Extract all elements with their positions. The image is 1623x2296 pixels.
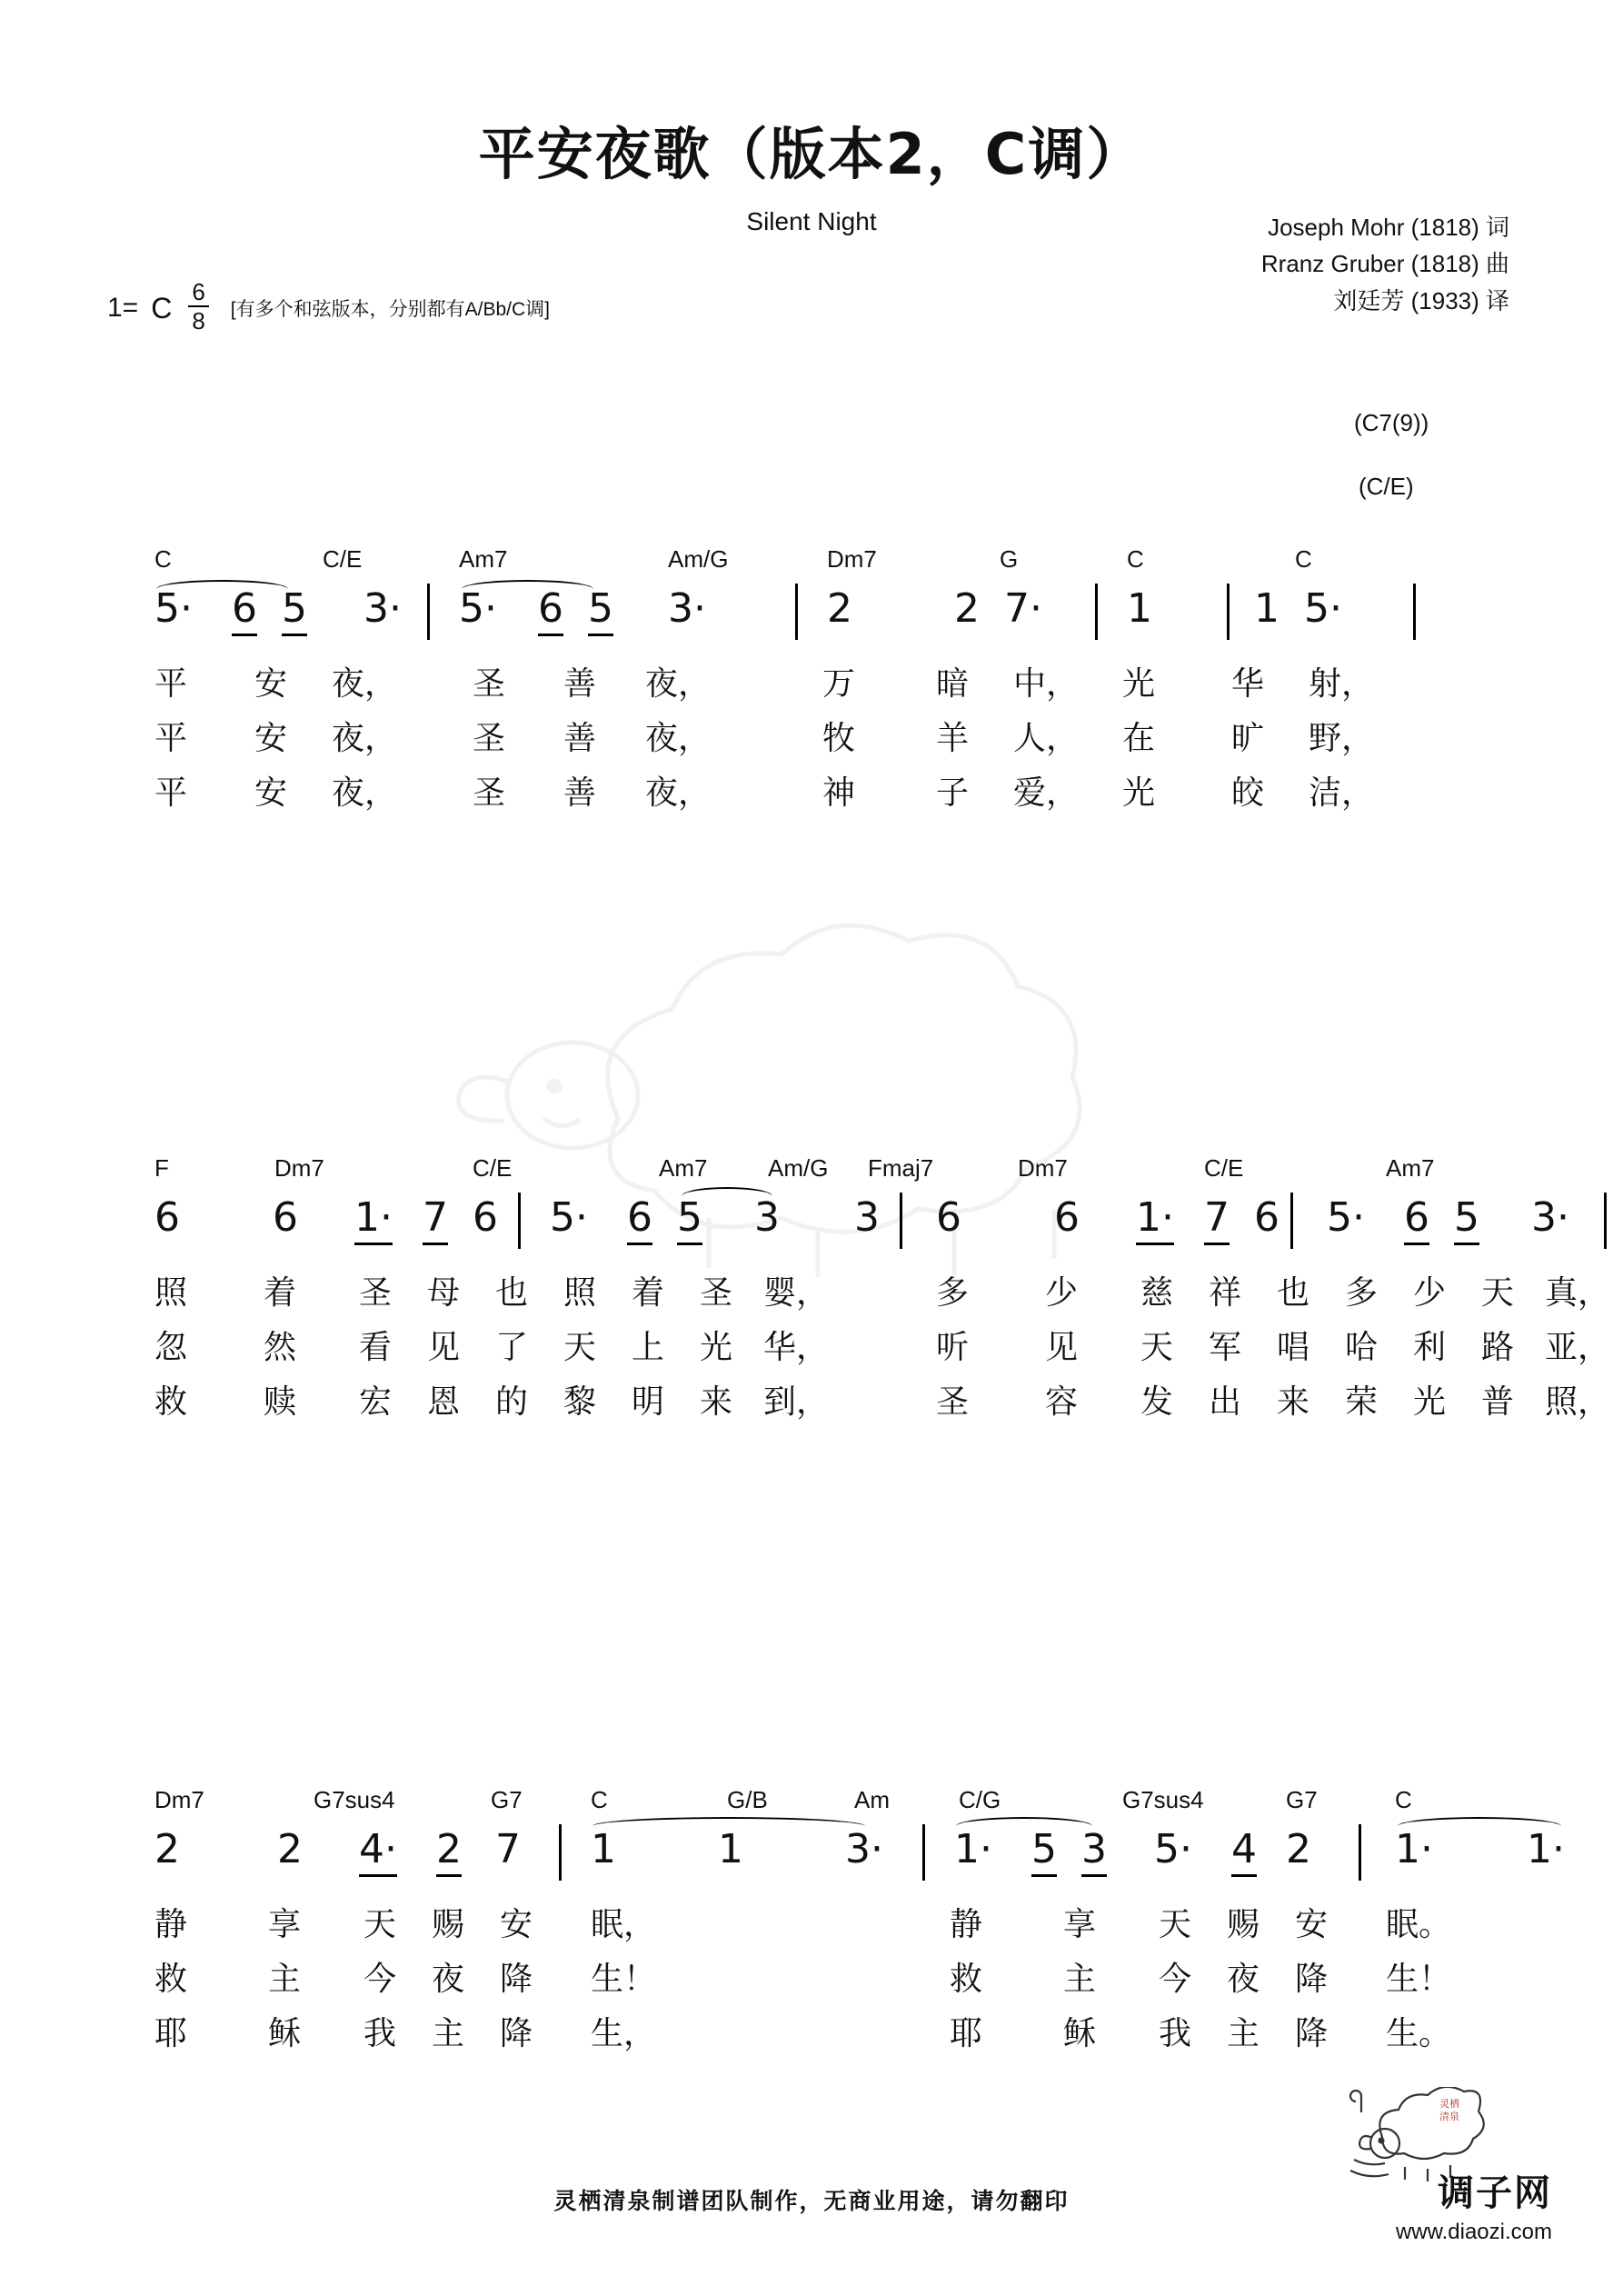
lyric: 出 [1209, 1383, 1242, 1421]
note: 7 [1204, 1194, 1230, 1245]
lyric-row-3-verse-1 [136, 1899, 1499, 1953]
lyric-row-3-verse-2 [136, 1953, 1499, 2008]
lyric: 耶 [154, 2015, 188, 2052]
lyric: 享 [1063, 1906, 1097, 1943]
lyric: 圣 [473, 720, 506, 757]
key-value: C [151, 291, 173, 324]
lyric-row-2-verse-2 [136, 1322, 1611, 1376]
svg-text:灵栖: 灵栖 [1439, 2098, 1459, 2110]
lyric: 救 [950, 1961, 983, 1998]
lyric: 善 [563, 774, 597, 812]
note-row-2 [136, 1187, 1569, 1267]
note: 1 [718, 1826, 743, 1872]
lyric: 善 [563, 665, 597, 703]
barline [795, 584, 798, 640]
lyric: 天 [1140, 1329, 1174, 1366]
key-signature-block [107, 278, 550, 334]
site-name: 调子网 [1438, 2171, 1552, 2214]
lyric: 到， [763, 1383, 830, 1421]
lyric: 圣 [359, 1274, 393, 1312]
lyric: 发 [1140, 1383, 1174, 1421]
lyric: 天 [363, 1906, 397, 1943]
credit-lyricist: Joseph Mohr (1818) 词 [1268, 214, 1509, 241]
lyric: 夜， [645, 774, 712, 812]
chord: G7 [1286, 1786, 1318, 1813]
site-branding [1396, 2164, 1552, 2245]
note: 3· [668, 585, 706, 632]
lyric: 今 [1159, 1961, 1192, 1998]
lyric: 安 [254, 720, 288, 757]
chord: Am7 [1386, 1154, 1435, 1182]
barline [518, 1193, 521, 1249]
lyric: 降 [500, 1961, 533, 1998]
lyric: 看 [359, 1329, 393, 1366]
lyric: 夜， [332, 665, 398, 703]
lyric: 夜， [645, 665, 712, 703]
music-system-3 [136, 1786, 1565, 2062]
note: 2 [1286, 1826, 1311, 1872]
lyric: 的 [495, 1383, 529, 1421]
lyric: 夜 [1227, 1961, 1260, 1998]
lyric: 人， [1013, 720, 1080, 757]
lyric: 光 [1413, 1383, 1447, 1421]
note: 7 [423, 1194, 448, 1245]
chord: Fmaj7 [868, 1154, 934, 1182]
time-signature-denominator: 8 [192, 307, 205, 334]
lyric: 黎 [563, 1383, 597, 1421]
lyric: 主 [1063, 1961, 1097, 1998]
note: 5· [1327, 1194, 1365, 1241]
time-signature [188, 280, 208, 333]
note: 5 [1454, 1194, 1479, 1245]
chord: Am7 [659, 1154, 708, 1182]
lyric: 天 [1481, 1274, 1515, 1312]
lyric: 荣 [1345, 1383, 1379, 1421]
lyric: 然 [264, 1329, 297, 1366]
lyric: 容 [1045, 1383, 1079, 1421]
lyric: 平 [154, 720, 188, 757]
lyric: 爱， [1013, 774, 1080, 812]
key-prefix: 1= [107, 293, 139, 323]
lyric: 子 [936, 774, 970, 812]
barline [1227, 584, 1230, 640]
chord: Dm7 [827, 545, 877, 573]
note: 2 [154, 1826, 180, 1872]
note: 6 [1404, 1194, 1429, 1245]
note: 7· [1004, 585, 1042, 632]
lyric: 我 [1159, 2015, 1192, 2052]
chord: C [154, 545, 172, 573]
barline [1290, 1193, 1293, 1249]
lyric: 皎 [1231, 774, 1265, 812]
lyric: 主 [432, 2015, 465, 2052]
lyric: 祥 [1209, 1274, 1242, 1312]
lyric: 明 [632, 1383, 665, 1421]
chord: G7sus4 [1122, 1786, 1204, 1813]
lyric: 生。 [1386, 2015, 1452, 2052]
lyric: 夜， [645, 720, 712, 757]
note: 2 [827, 585, 852, 632]
lyric: 夜， [332, 720, 398, 757]
lyric: 也 [1277, 1274, 1310, 1312]
chord: G7sus4 [314, 1786, 395, 1813]
lyric: 降 [500, 2015, 533, 2052]
chord-row-1 [136, 545, 1499, 578]
lyric-row-2-verse-3 [136, 1376, 1611, 1431]
lyric: 洁， [1309, 774, 1375, 812]
barline [1359, 1824, 1361, 1881]
barline [900, 1193, 902, 1249]
barline [559, 1824, 562, 1881]
lyric: 静 [950, 1906, 983, 1943]
note: 5· [1304, 585, 1342, 632]
chord: G [1000, 545, 1019, 573]
lyric: 光 [1122, 774, 1156, 812]
note: 5 [677, 1194, 702, 1245]
lyric: 宏 [359, 1383, 393, 1421]
lyric: 夜 [432, 1961, 465, 1998]
time-signature-numerator: 6 [188, 280, 208, 307]
music-system-1 [136, 545, 1499, 822]
note: 6 [936, 1194, 961, 1241]
lyric: 华 [1231, 665, 1265, 703]
barline [1604, 1193, 1607, 1249]
lyric: 赐 [1227, 1906, 1260, 1943]
lyric: 生！ [591, 1961, 657, 1998]
lyric: 利 [1413, 1329, 1447, 1366]
lyric: 眠， [591, 1906, 657, 1943]
lyric: 光 [700, 1329, 733, 1366]
chord: C/G [959, 1786, 1001, 1813]
lyric: 野， [1309, 720, 1375, 757]
note: 1· [1527, 1826, 1565, 1872]
site-url: www.diaozi.com [1395, 2220, 1552, 2244]
note: 3· [1531, 1194, 1569, 1241]
lyric: 圣 [473, 665, 506, 703]
note: 3 [854, 1194, 880, 1241]
chord: Am/G [768, 1154, 829, 1182]
footer-copyright-note: 灵栖清泉制谱团队制作，无商业用途，请勿翻印 [553, 2188, 1070, 2214]
lyric: 静 [154, 1906, 188, 1943]
chord: Dm7 [1018, 1154, 1068, 1182]
lyric: 安 [254, 665, 288, 703]
lyric: 天 [1159, 1906, 1192, 1943]
note: 5 [588, 585, 613, 636]
chord: C [1295, 545, 1312, 573]
note: 1 [1254, 585, 1279, 632]
note: 6 [538, 585, 563, 636]
page-title: 平安夜歌（版本2，C调） [478, 121, 1145, 187]
lyric: 听 [936, 1329, 970, 1366]
chord: Dm7 [274, 1154, 324, 1182]
note: 3· [363, 585, 402, 632]
lyric: 旷 [1231, 720, 1265, 757]
lyric: 耶 [950, 2015, 983, 2052]
lyric: 见 [427, 1329, 461, 1366]
lyric: 天 [563, 1329, 597, 1366]
lyric: 夜， [332, 774, 398, 812]
note: 1· [954, 1826, 992, 1872]
lyric: 亚， [1545, 1329, 1611, 1366]
lyric: 见 [1045, 1329, 1079, 1366]
lyric: 平 [154, 774, 188, 812]
note: 2 [277, 1826, 303, 1872]
note: 6 [473, 1194, 498, 1241]
lyric: 射， [1309, 665, 1375, 703]
note: 2 [954, 585, 980, 632]
barline [1413, 584, 1416, 640]
lyric: 牧 [822, 720, 856, 757]
barline [427, 584, 430, 640]
lyric: 我 [363, 2015, 397, 2052]
chord-row-3 [136, 1786, 1499, 1819]
note: 3 [754, 1194, 780, 1241]
lyric: 忽 [154, 1329, 188, 1366]
lyric-row-1-verse-2 [136, 713, 1499, 767]
lyric: 少 [1045, 1274, 1079, 1312]
lyric: 多 [936, 1274, 970, 1312]
chord-row-2 [136, 1154, 1499, 1187]
note: 1 [1127, 585, 1152, 632]
lyric: 也 [495, 1274, 529, 1312]
note: 6 [154, 1194, 180, 1241]
lyric: 着 [264, 1274, 297, 1312]
lyric: 赎 [264, 1383, 297, 1421]
chord: C [591, 1786, 608, 1813]
note: 1· [1395, 1826, 1433, 1872]
lyric: 普 [1481, 1383, 1515, 1421]
note: 5· [550, 1194, 588, 1241]
lyric: 眠。 [1386, 1906, 1452, 1943]
credits-block [1261, 209, 1509, 319]
chord: C/E [323, 545, 363, 573]
lyric: 唱 [1277, 1329, 1310, 1366]
lyric: 真， [1545, 1274, 1611, 1312]
chord: C/E [1204, 1154, 1244, 1182]
lyric-row-2-verse-1 [136, 1267, 1611, 1322]
note: 3 [1081, 1826, 1107, 1877]
lyric: 着 [632, 1274, 665, 1312]
floating-chord-c79: (C7(9)) [1354, 409, 1429, 436]
note: 6 [273, 1194, 298, 1241]
lyric: 稣 [1063, 2015, 1097, 2052]
lyric: 享 [268, 1906, 302, 1943]
lyric: 了 [495, 1329, 529, 1366]
lyric: 降 [1295, 1961, 1329, 1998]
chord: Am [854, 1786, 890, 1813]
note: 5· [1154, 1826, 1192, 1872]
lyric: 安 [254, 774, 288, 812]
note: 6 [232, 585, 257, 636]
music-system-2 [136, 1154, 1611, 1431]
note: 2 [436, 1826, 462, 1877]
svg-text:清泉: 清泉 [1439, 2111, 1459, 2122]
lyric: 婴， [763, 1274, 830, 1312]
lyric: 路 [1481, 1329, 1515, 1366]
chord: Dm7 [154, 1786, 204, 1813]
lyric: 母 [427, 1274, 461, 1312]
chord: G/B [727, 1786, 768, 1813]
lyric: 主 [268, 1961, 302, 1998]
lyric: 恩 [427, 1383, 461, 1421]
chord: Am/G [668, 545, 729, 573]
lyric: 上 [632, 1329, 665, 1366]
note: 1· [1136, 1194, 1174, 1245]
chord: F [154, 1154, 169, 1182]
lyric: 华， [763, 1329, 830, 1366]
lyric: 生， [591, 2015, 657, 2052]
lyric: 来 [1277, 1383, 1310, 1421]
chord: C/E [473, 1154, 513, 1182]
lyric: 照 [154, 1274, 188, 1312]
note: 5· [154, 585, 193, 632]
note: 4· [359, 1826, 397, 1877]
chord: G7 [491, 1786, 523, 1813]
note: 1 [591, 1826, 616, 1872]
lyric-row-3-verse-3 [136, 2008, 1499, 2062]
lyric: 安 [1295, 1906, 1329, 1943]
lyric: 照 [563, 1274, 597, 1312]
lyric: 光 [1122, 665, 1156, 703]
lyric: 来 [700, 1383, 733, 1421]
credit-composer: Rranz Gruber (1818) 曲 [1260, 250, 1509, 278]
note: 1· [354, 1194, 393, 1245]
note: 6 [1054, 1194, 1080, 1241]
note: 6 [627, 1194, 652, 1245]
lyric: 圣 [936, 1383, 970, 1421]
page-subtitle: Silent Night [746, 207, 877, 235]
note: 5 [1031, 1826, 1057, 1877]
lyric: 善 [563, 720, 597, 757]
lyric: 今 [363, 1961, 397, 1998]
note: 4 [1231, 1826, 1257, 1877]
lyric: 多 [1345, 1274, 1379, 1312]
lyric: 稣 [268, 2015, 302, 2052]
lyric: 神 [822, 774, 856, 812]
lyric: 照， [1545, 1383, 1611, 1421]
note: 3· [845, 1826, 883, 1872]
note: 5· [459, 585, 497, 632]
note-row-3 [136, 1819, 1565, 1899]
chord: C [1395, 1786, 1412, 1813]
lyric: 救 [154, 1961, 188, 1998]
lyric: 主 [1227, 2015, 1260, 2052]
key-note: [有多个和弦版本，分别都有A/Bb/C调] [230, 299, 550, 320]
lyric: 万 [822, 665, 856, 703]
lyric: 救 [154, 1383, 188, 1421]
lyric: 降 [1295, 2015, 1329, 2052]
note: 7 [495, 1826, 521, 1872]
lyric: 赐 [432, 1906, 465, 1943]
lyric: 哈 [1345, 1329, 1379, 1366]
lyric: 平 [154, 665, 188, 703]
barline [922, 1824, 925, 1881]
note-row-1 [136, 578, 1499, 658]
chord: Am7 [459, 545, 508, 573]
lyric: 圣 [473, 774, 506, 812]
note: 6 [1254, 1194, 1279, 1241]
chord: C [1127, 545, 1144, 573]
lyric: 羊 [936, 720, 970, 757]
note: 5 [282, 585, 307, 636]
lyric: 圣 [700, 1274, 733, 1312]
lyric-row-1-verse-1 [136, 658, 1499, 713]
lyric: 在 [1122, 720, 1156, 757]
lyric: 少 [1413, 1274, 1447, 1312]
floating-chord-ce: (C/E) [1359, 473, 1414, 500]
lyric: 暗 [936, 665, 970, 703]
lyric: 军 [1209, 1329, 1242, 1366]
lyric-row-1-verse-3 [136, 767, 1499, 822]
barline [1095, 584, 1098, 640]
credit-translator: 刘廷芳 (1933) 译 [1333, 286, 1509, 314]
lyric: 安 [500, 1906, 533, 1943]
lyric: 中， [1013, 665, 1080, 703]
lyric: 生！ [1386, 1961, 1452, 1998]
lyric: 慈 [1140, 1274, 1174, 1312]
